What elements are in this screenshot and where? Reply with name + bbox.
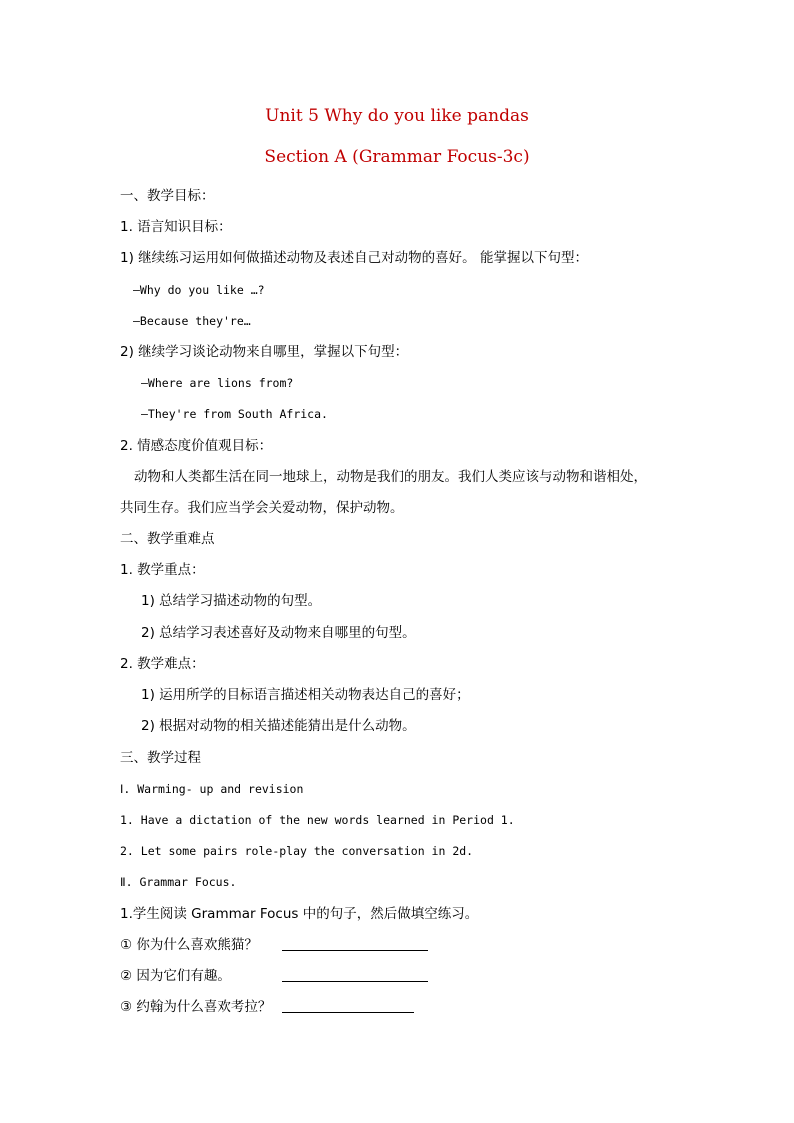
key-point-2: 2) 总结学习表述喜好及动物来自哪里的句型。 bbox=[141, 625, 416, 641]
objective-item-2: 2) 继续学习谈论动物来自哪里，掌握以下句型： bbox=[120, 344, 409, 360]
step-1-item-2: 2. Let some pairs role-play the conversation in 2d. bbox=[120, 844, 474, 858]
sentence-pattern-from: —They're from South Africa. bbox=[141, 407, 328, 421]
subheading-emotional-objectives: 2. 情感态度价值观目标： bbox=[120, 438, 273, 454]
subheading-difficult-points: 2. 教学难点： bbox=[120, 656, 205, 672]
heading-teaching-process: 三、教学过程 bbox=[120, 750, 201, 766]
exercise-item-1: ① 你为什么喜欢熊猫？ bbox=[120, 937, 258, 953]
paragraph-line-1: 动物和人类都生活在同一地球上，动物是我们的朋友。我们人类应该与动物和谐相处， bbox=[134, 469, 647, 485]
exercise-item-3: ③ 约翰为什么喜欢考拉？ bbox=[120, 999, 272, 1015]
heading-teaching-objectives: 一、教学目标： bbox=[120, 188, 215, 204]
difficult-point-2: 2) 根据对动物的相关描述能猜出是什么动物。 bbox=[141, 718, 416, 734]
exercise-item-2: ② 因为它们有趣。 bbox=[120, 968, 231, 984]
objective-item-1: 1) 继续练习运用如何做描述动物及表述自己对动物的喜好。 能掌握以下句型： bbox=[120, 250, 588, 266]
step-1-heading: Ⅰ. Warming- up and revision bbox=[120, 782, 304, 796]
step-1-item-1: 1. Have a dictation of the new words learned in Period 1. bbox=[120, 813, 515, 827]
sentence-pattern-where: —Where are lions from? bbox=[141, 376, 294, 390]
answer-blank-3[interactable] bbox=[282, 998, 414, 1013]
answer-blank-2[interactable] bbox=[282, 967, 428, 982]
sentence-pattern-why: —Why do you like …? bbox=[133, 283, 265, 297]
answer-blank-1[interactable] bbox=[282, 936, 428, 951]
subheading-key-points: 1. 教学重点： bbox=[120, 562, 205, 578]
document-subtitle: Section A (Grammar Focus-3c) bbox=[264, 147, 530, 167]
sentence-pattern-because: —Because they're… bbox=[133, 314, 251, 328]
step-2-instruction: 1.学生阅读 Grammar Focus 中的句子，然后做填空练习。 bbox=[120, 906, 479, 922]
heading-key-points: 二、教学重难点 bbox=[120, 531, 215, 547]
key-point-1: 1) 总结学习描述动物的句型。 bbox=[141, 593, 322, 609]
document-title: Unit 5 Why do you like pandas bbox=[265, 106, 529, 126]
step-2-heading: Ⅱ. Grammar Focus. bbox=[120, 875, 237, 889]
difficult-point-1: 1) 运用所学的目标语言描述相关动物表达自己的喜好； bbox=[141, 687, 470, 703]
subheading-language-objectives: 1. 语言知识目标： bbox=[120, 219, 232, 235]
paragraph-line-2: 共同生存。我们应当学会关爱动物，保护动物。 bbox=[120, 500, 404, 516]
